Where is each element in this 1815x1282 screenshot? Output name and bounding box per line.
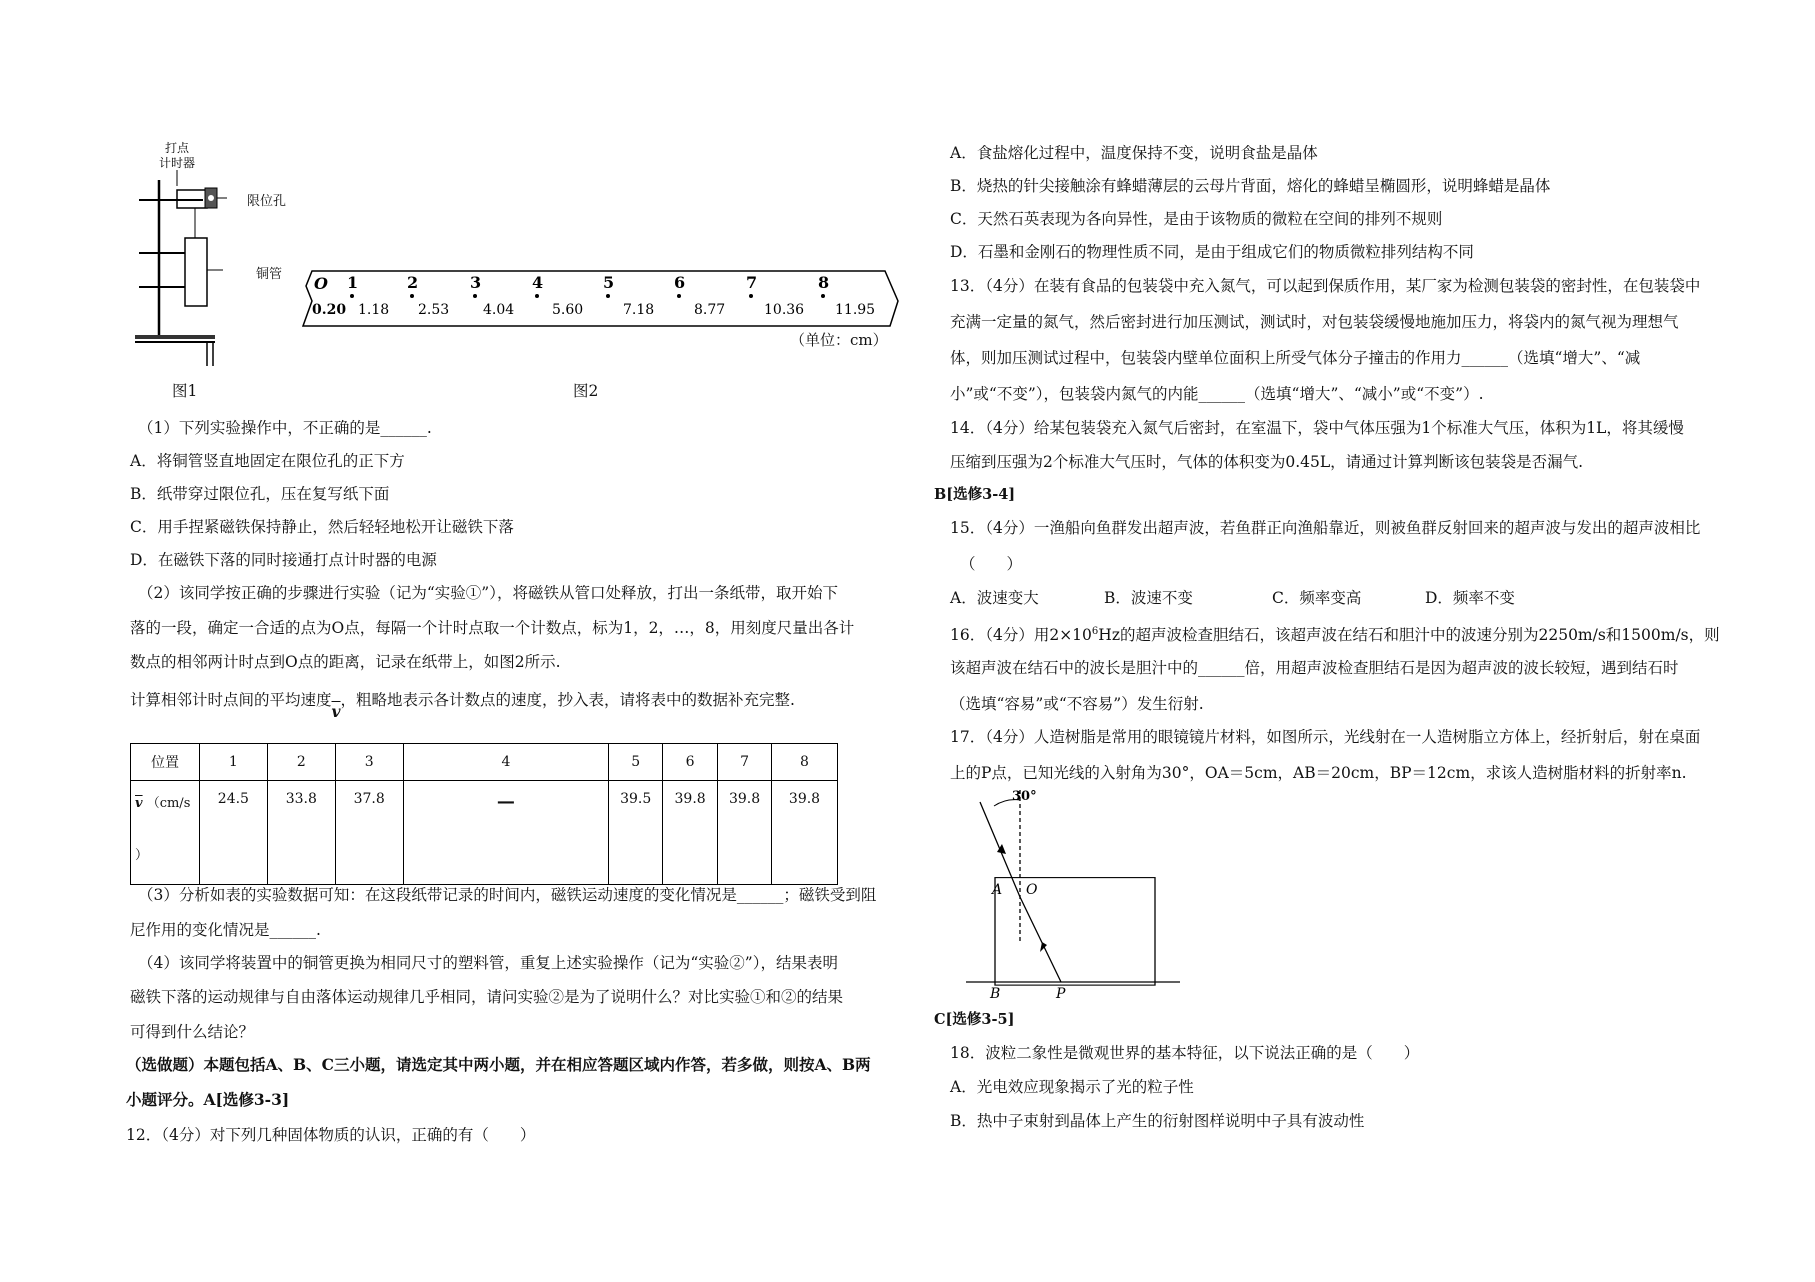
label-copper-tube: 铜管: [256, 267, 283, 282]
tape-distance-label: 5.60: [552, 302, 584, 318]
q13-line3: 体，则加压测试过程中，包装袋内壁单位面积上所受气体分子撞击的作用力______（选填“增大”、“减: [950, 349, 1641, 367]
q15-option-c: C．频率变高: [1272, 589, 1362, 607]
row-label-velocity: [131, 781, 200, 885]
position-cell: 5: [609, 744, 663, 781]
tape-distance-label: 10.36: [764, 302, 805, 318]
q11-part4-line3: 可得到什么结论？: [130, 1023, 255, 1041]
q16-part1: 16．（4分）用2×10: [950, 626, 1092, 645]
q18-stem: 18．波粒二象性是微观世界的基本特征，以下说法正确的是（ ）: [950, 1044, 1420, 1062]
avg-speed-after: ，粗略地表示各计数点的速度，抄入表，请将表中的数据补充完整.: [340, 691, 795, 709]
q11-part3-line2: 尼作用的变化情况是______.: [130, 921, 321, 939]
q15-line1: 15．（4分）一渔船向鱼群发出超声波，若鱼群正向渔船靠近，则被鱼群反射回来的超声波与发出的超声波相比: [950, 519, 1701, 537]
label-timer-2: 计时器: [159, 156, 196, 170]
q11-part2-line2: 落的一段，确定一合适的点为O点，每隔一个计时点取一个计数点，标为1，2，…，8，用刻度尺量出各计: [130, 619, 855, 637]
q14-line1: 14．（4分）给某包装袋充入氮气后密封，在室温下，袋中气体压强为1个标准大气压，体积为1L，将其缓慢: [950, 419, 1684, 437]
avg-speed-line: [130, 690, 795, 721]
q11-option-b: B．纸带穿过限位孔，压在复写纸下面: [130, 485, 390, 503]
table-row-velocity: [131, 781, 838, 885]
velocity-cell: 33.8: [267, 781, 335, 885]
tape-dot: [749, 294, 753, 298]
tape-distance-label: 7.18: [623, 302, 655, 318]
tape-point-label: 1: [347, 273, 359, 292]
q17-line2: 上的P点，已知光线的入射角为30°，OA＝5cm，AB＝20cm，BP＝12cm，求该人造树脂材料的折射率n.: [950, 764, 1687, 782]
q15-line2: （ ）: [960, 555, 1023, 573]
q16-superscript: 6: [1091, 626, 1099, 637]
section-b-heading: B[选修3-4]: [934, 486, 1016, 503]
tape-unit: （单位：cm）: [790, 331, 888, 349]
q16-part2: Hz的超声波检查胆结石，该超声波在结石和胆汁中的波速分别为2250m/s和1500m/s，则: [1098, 626, 1720, 645]
position-cell: 4: [403, 744, 609, 781]
point-a-label: A: [992, 882, 1003, 898]
q16-line3: （选填“容易”或“不容易”）发生衍射.: [950, 695, 1204, 713]
q11-option-a: A．将铜管竖直地固定在限位孔的正下方: [130, 452, 405, 470]
q12-option-d: D．石墨和金刚石的物理性质不同，是由于组成它们的物质微粒排列结构不同: [950, 243, 1474, 261]
section-c-heading: C[选修3-5]: [934, 1011, 1015, 1028]
q12-stem: 12．（4分）对下列几种固体物质的认识，正确的有（ ）: [126, 1126, 536, 1144]
tape-distance-label: 0.20: [312, 302, 347, 318]
tape-distance-label: 11.95: [835, 302, 876, 318]
figure-3-refraction: [950, 782, 1190, 1002]
table-row-position: [131, 744, 838, 781]
tape-dot: [606, 294, 610, 298]
avg-speed-symbol: $\overline{v}$: [331, 702, 341, 721]
point-o-label: O: [1026, 882, 1038, 898]
velocity-cell: 39.5: [609, 781, 663, 885]
q11-option-c: C．用手捏紧磁铁保持静止，然后轻轻地松开让磁铁下落: [130, 518, 514, 536]
velocity-cell-blank: —: [403, 781, 609, 885]
q13-line2: 充满一定量的氮气，然后密封进行加压测试，测试时，对包装袋缓慢地施加压力，将袋内的氮气视为理想气: [950, 313, 1679, 331]
tape-point-label: 7: [746, 273, 758, 292]
velocity-cell: 39.8: [663, 781, 718, 885]
position-cell: 3: [335, 744, 403, 781]
velocity-cell: 37.8: [335, 781, 403, 885]
label-timer-1: 打点: [165, 141, 190, 155]
position-cell: 7: [718, 744, 772, 781]
tape-dot: [410, 294, 414, 298]
q11-part1: （1）下列实验操作中，不正确的是______.: [138, 419, 432, 437]
q12-option-c: C．天然石英表现为各向异性，是由于该物质的微粒在空间的排列不规则: [950, 210, 1443, 228]
figure-1-caption: 图1: [172, 382, 198, 400]
tape-dot: [350, 294, 354, 298]
figure-2-caption: 图2: [573, 382, 599, 400]
position-cell: 1: [199, 744, 267, 781]
q18-option-a: A．光电效应现象揭示了光的粒子性: [950, 1078, 1194, 1096]
row-label-position: 位置: [131, 744, 200, 781]
angle-label: 30°: [1012, 789, 1037, 804]
tape-point-label: 5: [603, 273, 615, 292]
label-limit-hole: 限位孔: [247, 194, 287, 209]
tape-dot: [677, 294, 681, 298]
q16-line2: 该超声波在结石中的波长是胆汁中的______倍，用超声波检查胆结石是因为超声波的波长较短，遇到结石时: [950, 659, 1679, 677]
tape-point-label: 3: [470, 273, 482, 292]
tape-distance-label: 4.04: [483, 302, 515, 318]
point-p-label: P: [1056, 986, 1066, 1002]
velocity-symbol: $\overline{v}$: [135, 796, 143, 811]
q18-option-b: B．热中子束射到晶体上产生的衍射图样说明中子具有波动性: [950, 1112, 1365, 1130]
q17-line1: 17．（4分）人造树脂是常用的眼镜镜片材料，如图所示，光线射在一人造树脂立方体上，经折射后，射在桌面: [950, 728, 1701, 746]
q14-line2: 压缩到压强为2个标准大气压时，气体的体积变为0.45L，请通过计算判断该包装袋是否漏气.: [950, 453, 1584, 471]
velocity-cell: 24.5: [199, 781, 267, 885]
tape-point-label: 6: [674, 273, 686, 292]
tape-dot: [821, 294, 825, 298]
q15-option-d: D．频率不变: [1425, 589, 1515, 607]
velocity-unit-a: （cm/s: [146, 796, 191, 811]
tape-point-label: 2: [407, 273, 419, 292]
tape-distance-label: 1.18: [358, 302, 390, 318]
q11-option-d: D．在磁铁下落的同时接通打点计时器的电源: [130, 551, 437, 569]
tape-point-label: 8: [818, 273, 830, 292]
position-cell: 8: [772, 744, 838, 781]
tape-dot: [535, 294, 539, 298]
q11-part2-line3: 数点的相邻两计时点到O点的距离，记录在纸带上，如图2所示.: [130, 653, 561, 671]
velocity-unit-b: ）: [135, 848, 149, 863]
point-b-label: B: [990, 986, 1001, 1002]
q13-line4: 小”或“不变”），包装袋内氮气的内能______（选填“增大”、“减小”或“不变”）.: [950, 385, 1484, 403]
tape-distance-label: 8.77: [694, 302, 726, 318]
elective-instruction-line1: （选做题）本题包括A、B、C三小题，请选定其中两小题，并在相应答题区域内作答，若多做，则按A、B两: [126, 1055, 871, 1074]
q11-part3-line1: （3）分析如表的实验数据可知：在这段纸带记录的时间内，磁铁运动速度的变化情况是______；磁铁受到阻: [138, 886, 877, 904]
tape-dot: [473, 294, 477, 298]
elective-instruction-line2: 小题评分。A[选修3-3]: [126, 1090, 290, 1109]
tape-origin-label: O: [314, 274, 328, 293]
position-cell: 6: [663, 744, 718, 781]
velocity-cell: 39.8: [772, 781, 838, 885]
q15-option-a: A．波速变大: [950, 589, 1039, 607]
q13-line1: 13．（4分）在装有食品的包装袋中充入氮气，可以起到保质作用，某厂家为检测包装袋的密封性，在包装袋中: [950, 277, 1701, 295]
q11-part4-line1: （4）该同学将装置中的铜管更换为相同尺寸的塑料管，重复上述实验操作（记为“实验②”），结果表明: [138, 954, 838, 972]
q12-option-b: B．烧热的针尖接触涂有蜂蜡薄层的云母片背面，熔化的蜂蜡呈椭圆形，说明蜂蜡是晶体: [950, 177, 1551, 195]
q15-option-b: B．波速不变: [1104, 589, 1193, 607]
q11-part2-line1: （2）该同学按正确的步骤进行实验（记为“实验①”），将磁铁从管口处释放，打出一条纸带，取开始下: [138, 584, 838, 602]
q12-option-a: A．食盐熔化过程中，温度保持不变，说明食盐是晶体: [950, 144, 1318, 162]
tape-distance-label: 2.53: [418, 302, 450, 318]
q11-part4-line2: 磁铁下落的运动规律与自由落体运动规律几乎相同，请问实验②是为了说明什么？对比实验①和②的结果: [130, 988, 844, 1006]
velocity-cell: 39.8: [718, 781, 772, 885]
avg-speed-before: 计算相邻计时点间的平均速度: [130, 691, 332, 709]
tape-point-label: 4: [532, 273, 544, 292]
position-cell: 2: [267, 744, 335, 781]
velocity-table: [130, 743, 838, 885]
figure-1-apparatus: [125, 140, 245, 400]
q16-line1: [950, 622, 1720, 645]
